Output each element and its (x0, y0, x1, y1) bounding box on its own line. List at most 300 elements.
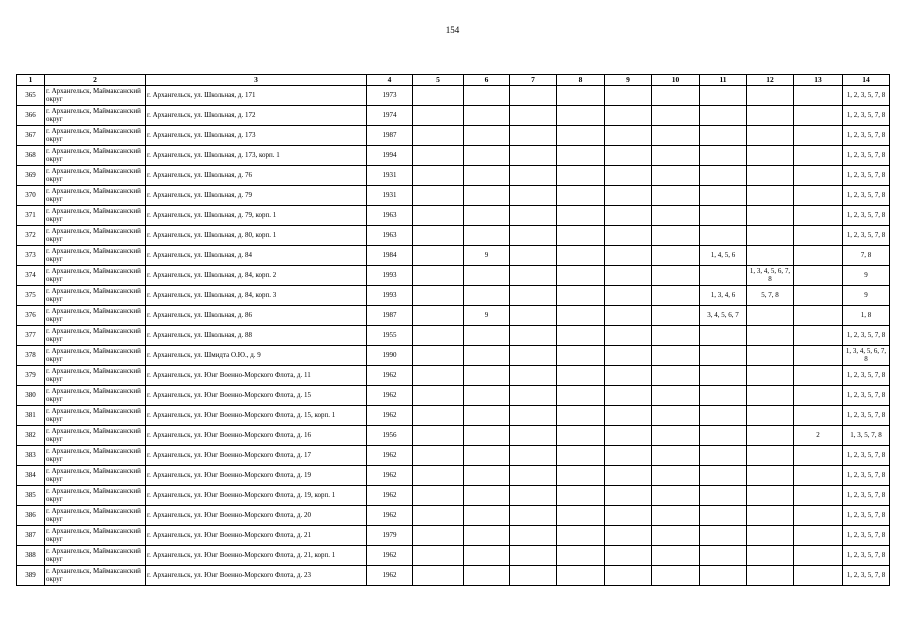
table-cell-col-5 (413, 466, 464, 486)
table-cell-col-9 (605, 386, 652, 406)
table-cell-col-11: 3, 4, 5, 6, 7 (700, 306, 747, 326)
table-cell-col-9 (605, 246, 652, 266)
table-cell-col-4: 1962 (367, 386, 413, 406)
table-cell-col-11 (700, 186, 747, 206)
table-cell-col-8 (557, 266, 605, 286)
table-cell-col-1: 372 (17, 226, 45, 246)
table-cell-col-8 (557, 426, 605, 446)
table-cell-col-7 (510, 386, 557, 406)
table-cell-col-5 (413, 86, 464, 106)
table-cell-col-6: 9 (464, 246, 510, 266)
table-cell-col-14: 1, 2, 3, 5, 7, 8 (843, 486, 890, 506)
table-cell-col-1: 365 (17, 86, 45, 106)
table-cell-col-9 (605, 306, 652, 326)
table-cell-col-13 (794, 266, 843, 286)
table-row (17, 186, 890, 206)
table-cell-col-14: 1, 2, 3, 5, 7, 8 (843, 86, 890, 106)
table-cell-col-2: г. Архангельск, Маймаксанский округ (45, 206, 146, 226)
table-cell-col-2: г. Архангельск, Маймаксанский округ (45, 366, 146, 386)
table-cell-col-7 (510, 286, 557, 306)
column-header-7: 7 (510, 75, 557, 86)
table-cell-col-6 (464, 146, 510, 166)
table-cell-col-1: 371 (17, 206, 45, 226)
table-cell-col-13 (794, 466, 843, 486)
table-cell-col-7 (510, 146, 557, 166)
table-cell-col-13 (794, 306, 843, 326)
table-cell-col-4: 1962 (367, 446, 413, 466)
table-cell-col-6 (464, 566, 510, 586)
table-cell-col-1: 368 (17, 146, 45, 166)
table-cell-col-10 (652, 546, 700, 566)
table-cell-col-10 (652, 506, 700, 526)
table-cell-col-3: г. Архангельск, ул. Школьная, д. 79 (146, 186, 367, 206)
table-cell-col-6 (464, 126, 510, 146)
table-cell-col-11 (700, 466, 747, 486)
table-cell-col-9 (605, 86, 652, 106)
table-cell-col-1: 388 (17, 546, 45, 566)
table-cell-col-14: 1, 3, 4, 5, 6, 7, 8 (843, 346, 890, 366)
table-cell-col-14: 1, 2, 3, 5, 7, 8 (843, 526, 890, 546)
table-cell-col-5 (413, 286, 464, 306)
table-cell-col-2: г. Архангельск, Маймаксанский округ (45, 406, 146, 426)
table-cell-col-3: г. Архангельск, ул. Юнг Военно-Морского Флота, д. 21, корп. 1 (146, 546, 367, 566)
table-cell-col-2: г. Архангельск, Маймаксанский округ (45, 426, 146, 446)
table-cell-col-2: г. Архангельск, Маймаксанский округ (45, 506, 146, 526)
table-cell-col-6 (464, 546, 510, 566)
table-cell-col-9 (605, 146, 652, 166)
table-cell-col-11 (700, 166, 747, 186)
table-cell-col-14: 1, 2, 3, 5, 7, 8 (843, 146, 890, 166)
table-cell-col-1: 385 (17, 486, 45, 506)
table-cell-col-2: г. Архангельск, Маймаксанский округ (45, 266, 146, 286)
table-cell-col-12 (747, 346, 794, 366)
table-body (17, 86, 890, 586)
table-cell-col-13 (794, 366, 843, 386)
table-cell-col-7 (510, 226, 557, 246)
column-header-2: 2 (45, 75, 146, 86)
table-cell-col-7 (510, 246, 557, 266)
table-cell-col-5 (413, 106, 464, 126)
table-row (17, 486, 890, 506)
table-cell-col-10 (652, 566, 700, 586)
table-cell-col-13 (794, 406, 843, 426)
table-cell-col-11 (700, 226, 747, 246)
table-cell-col-12 (747, 306, 794, 326)
table-cell-col-7 (510, 266, 557, 286)
table-cell-col-4: 1962 (367, 406, 413, 426)
column-header-3: 3 (146, 75, 367, 86)
table-cell-col-9 (605, 486, 652, 506)
table-cell-col-5 (413, 566, 464, 586)
table-cell-col-12 (747, 546, 794, 566)
table-cell-col-7 (510, 406, 557, 426)
table-cell-col-5 (413, 346, 464, 366)
table-cell-col-10 (652, 326, 700, 346)
table-cell-col-14: 1, 8 (843, 306, 890, 326)
table-cell-col-2: г. Архангельск, Маймаксанский округ (45, 386, 146, 406)
table-cell-col-12 (747, 326, 794, 346)
table-row (17, 106, 890, 126)
table-cell-col-1: 387 (17, 526, 45, 546)
table-cell-col-5 (413, 206, 464, 226)
table-cell-col-5 (413, 406, 464, 426)
table-cell-col-7 (510, 426, 557, 446)
table-cell-col-12 (747, 406, 794, 426)
table-cell-col-11 (700, 86, 747, 106)
table-cell-col-14: 1, 3, 5, 7, 8 (843, 426, 890, 446)
table-cell-col-5 (413, 306, 464, 326)
table-cell-col-3: г. Архангельск, ул. Юнг Военно-Морского Флота, д. 19, корп. 1 (146, 486, 367, 506)
table-cell-col-8 (557, 286, 605, 306)
table-row (17, 286, 890, 306)
table-cell-col-13 (794, 386, 843, 406)
table-cell-col-10 (652, 246, 700, 266)
table-cell-col-8 (557, 106, 605, 126)
table-row (17, 86, 890, 106)
table-cell-col-13: 2 (794, 426, 843, 446)
table-cell-col-4: 1956 (367, 426, 413, 446)
table-row (17, 306, 890, 326)
table-row (17, 326, 890, 346)
table-cell-col-4: 1979 (367, 526, 413, 546)
table-cell-col-9 (605, 526, 652, 546)
table-row (17, 386, 890, 406)
table-cell-col-11 (700, 346, 747, 366)
table-cell-col-14: 9 (843, 286, 890, 306)
table-cell-col-14: 7, 8 (843, 246, 890, 266)
table-cell-col-9 (605, 446, 652, 466)
table-cell-col-2: г. Архангельск, Маймаксанский округ (45, 526, 146, 546)
column-header-13: 13 (794, 75, 843, 86)
table-cell-col-13 (794, 126, 843, 146)
table-cell-col-8 (557, 546, 605, 566)
table-cell-col-2: г. Архангельск, Маймаксанский округ (45, 226, 146, 246)
table-cell-col-10 (652, 526, 700, 546)
table-cell-col-11 (700, 206, 747, 226)
column-header-6: 6 (464, 75, 510, 86)
table-cell-col-13 (794, 186, 843, 206)
table-cell-col-4: 1987 (367, 306, 413, 326)
table-cell-col-4: 1994 (367, 146, 413, 166)
table-cell-col-3: г. Архангельск, ул. Юнг Военно-Морского Флота, д. 21 (146, 526, 367, 546)
table-cell-col-9 (605, 566, 652, 586)
table-cell-col-6 (464, 506, 510, 526)
table-row (17, 226, 890, 246)
table-cell-col-11 (700, 426, 747, 446)
table-cell-col-1: 384 (17, 466, 45, 486)
table-cell-col-12 (747, 226, 794, 246)
table-cell-col-4: 1962 (367, 486, 413, 506)
table-cell-col-13 (794, 246, 843, 266)
table-cell-col-10 (652, 306, 700, 326)
table-cell-col-3: г. Архангельск, ул. Юнг Военно-Морского Флота, д. 20 (146, 506, 367, 526)
table-row (17, 266, 890, 286)
table-row (17, 566, 890, 586)
table-cell-col-14: 1, 2, 3, 5, 7, 8 (843, 126, 890, 146)
table-cell-col-9 (605, 186, 652, 206)
table-cell-col-14: 1, 2, 3, 5, 7, 8 (843, 546, 890, 566)
column-header-10: 10 (652, 75, 700, 86)
table-row (17, 206, 890, 226)
table-cell-col-10 (652, 426, 700, 446)
table-cell-col-4: 1973 (367, 86, 413, 106)
table-row (17, 426, 890, 446)
table-cell-col-12 (747, 366, 794, 386)
table-cell-col-2: г. Архангельск, Маймаксанский округ (45, 546, 146, 566)
table-cell-col-4: 1974 (367, 106, 413, 126)
table-cell-col-4: 1931 (367, 186, 413, 206)
table-cell-col-13 (794, 446, 843, 466)
table-cell-col-6 (464, 86, 510, 106)
table-cell-col-1: 382 (17, 426, 45, 446)
table-cell-col-14: 1, 2, 3, 5, 7, 8 (843, 446, 890, 466)
table-cell-col-8 (557, 526, 605, 546)
table-cell-col-14: 1, 2, 3, 5, 7, 8 (843, 106, 890, 126)
table-cell-col-3: г. Архангельск, ул. Юнг Военно-Морского Флота, д. 11 (146, 366, 367, 386)
table-cell-col-2: г. Архангельск, Маймаксанский округ (45, 146, 146, 166)
table-cell-col-7 (510, 446, 557, 466)
table-cell-col-8 (557, 186, 605, 206)
table-cell-col-8 (557, 86, 605, 106)
table-row (17, 126, 890, 146)
table-cell-col-13 (794, 346, 843, 366)
table-cell-col-3: г. Архангельск, ул. Юнг Военно-Морского Флота, д. 15, корп. 1 (146, 406, 367, 426)
table-cell-col-4: 1993 (367, 286, 413, 306)
table-cell-col-7 (510, 186, 557, 206)
table-cell-col-12 (747, 166, 794, 186)
table-cell-col-11 (700, 126, 747, 146)
table-cell-col-6: 9 (464, 306, 510, 326)
table-cell-col-2: г. Архангельск, Маймаксанский округ (45, 246, 146, 266)
table-cell-col-10 (652, 226, 700, 246)
table-cell-col-1: 366 (17, 106, 45, 126)
table-cell-col-10 (652, 486, 700, 506)
table-cell-col-7 (510, 486, 557, 506)
table-cell-col-4: 1963 (367, 226, 413, 246)
table-cell-col-7 (510, 106, 557, 126)
table-cell-col-8 (557, 126, 605, 146)
table-cell-col-7 (510, 506, 557, 526)
table-cell-col-6 (464, 226, 510, 246)
table-cell-col-5 (413, 366, 464, 386)
table-cell-col-10 (652, 406, 700, 426)
table-cell-col-11 (700, 526, 747, 546)
table-cell-col-5 (413, 166, 464, 186)
table-cell-col-12 (747, 126, 794, 146)
column-header-11: 11 (700, 75, 747, 86)
table-cell-col-11 (700, 146, 747, 166)
table-cell-col-13 (794, 106, 843, 126)
table-cell-col-4: 1931 (367, 166, 413, 186)
table-cell-col-14: 1, 2, 3, 5, 7, 8 (843, 386, 890, 406)
table-cell-col-13 (794, 206, 843, 226)
table-cell-col-6 (464, 266, 510, 286)
table-cell-col-11 (700, 386, 747, 406)
table-cell-col-9 (605, 226, 652, 246)
table-cell-col-1: 377 (17, 326, 45, 346)
table-cell-col-3: г. Архангельск, ул. Школьная, д. 173, корп. 1 (146, 146, 367, 166)
table-cell-col-11 (700, 366, 747, 386)
table-cell-col-4: 1962 (367, 366, 413, 386)
table-cell-col-4: 1962 (367, 566, 413, 586)
table-cell-col-13 (794, 526, 843, 546)
table-cell-col-3: г. Архангельск, ул. Школьная, д. 76 (146, 166, 367, 186)
table-cell-col-10 (652, 206, 700, 226)
table-cell-col-10 (652, 146, 700, 166)
table-cell-col-9 (605, 506, 652, 526)
table-cell-col-13 (794, 566, 843, 586)
table-cell-col-14: 1, 2, 3, 5, 7, 8 (843, 366, 890, 386)
table-cell-col-2: г. Архангельск, Маймаксанский округ (45, 166, 146, 186)
table-cell-col-11 (700, 406, 747, 426)
table-cell-col-6 (464, 466, 510, 486)
table-cell-col-6 (464, 446, 510, 466)
table-cell-col-6 (464, 346, 510, 366)
table-cell-col-1: 378 (17, 346, 45, 366)
table-cell-col-9 (605, 346, 652, 366)
table-row (17, 246, 890, 266)
table-cell-col-2: г. Архангельск, Маймаксанский округ (45, 486, 146, 506)
table-cell-col-9 (605, 126, 652, 146)
table-cell-col-11 (700, 266, 747, 286)
table-cell-col-8 (557, 306, 605, 326)
table-cell-col-11 (700, 486, 747, 506)
table-cell-col-6 (464, 486, 510, 506)
table-cell-col-5 (413, 386, 464, 406)
table-cell-col-7 (510, 346, 557, 366)
table-cell-col-8 (557, 566, 605, 586)
table-cell-col-8 (557, 486, 605, 506)
table-cell-col-5 (413, 486, 464, 506)
table-cell-col-8 (557, 386, 605, 406)
table-cell-col-12 (747, 106, 794, 126)
table-cell-col-5 (413, 526, 464, 546)
table-cell-col-2: г. Архангельск, Маймаксанский округ (45, 446, 146, 466)
table-cell-col-1: 367 (17, 126, 45, 146)
table-cell-col-5 (413, 266, 464, 286)
table-cell-col-3: г. Архангельск, ул. Юнг Военно-Морского Флота, д. 19 (146, 466, 367, 486)
table-cell-col-13 (794, 146, 843, 166)
table-cell-col-11: 1, 4, 5, 6 (700, 246, 747, 266)
table-cell-col-7 (510, 566, 557, 586)
table-cell-col-3: г. Архангельск, ул. Школьная, д. 172 (146, 106, 367, 126)
table-cell-col-11 (700, 326, 747, 346)
table-cell-col-6 (464, 106, 510, 126)
table-cell-col-10 (652, 106, 700, 126)
table-cell-col-12: 1, 3, 4, 5, 6, 7, 8 (747, 266, 794, 286)
table-cell-col-12 (747, 146, 794, 166)
table-cell-col-3: г. Архангельск, ул. Школьная, д. 84, корп. 3 (146, 286, 367, 306)
table-cell-col-9 (605, 286, 652, 306)
table-cell-col-12 (747, 486, 794, 506)
table-cell-col-12 (747, 206, 794, 226)
table-cell-col-4: 1955 (367, 326, 413, 346)
table-cell-col-1: 370 (17, 186, 45, 206)
table-cell-col-14: 1, 2, 3, 5, 7, 8 (843, 186, 890, 206)
table-cell-col-1: 376 (17, 306, 45, 326)
table-cell-col-4: 1962 (367, 466, 413, 486)
table-cell-col-2: г. Архангельск, Маймаксанский округ (45, 566, 146, 586)
table-cell-col-1: 381 (17, 406, 45, 426)
table-cell-col-12 (747, 186, 794, 206)
table-cell-col-14: 1, 2, 3, 5, 7, 8 (843, 566, 890, 586)
table-cell-col-8 (557, 166, 605, 186)
table-cell-col-10 (652, 186, 700, 206)
table-cell-col-2: г. Архангельск, Маймаксанский округ (45, 326, 146, 346)
table-cell-col-5 (413, 326, 464, 346)
table-cell-col-5 (413, 506, 464, 526)
table-cell-col-1: 386 (17, 506, 45, 526)
table-cell-col-14: 1, 2, 3, 5, 7, 8 (843, 166, 890, 186)
table-cell-col-6 (464, 426, 510, 446)
table-cell-col-8 (557, 446, 605, 466)
table-cell-col-10 (652, 446, 700, 466)
table-cell-col-5 (413, 146, 464, 166)
table-cell-col-10 (652, 346, 700, 366)
table-cell-col-3: г. Архангельск, ул. Школьная, д. 86 (146, 306, 367, 326)
table-row (17, 346, 890, 366)
table-cell-col-2: г. Архангельск, Маймаксанский округ (45, 86, 146, 106)
table-cell-col-8 (557, 246, 605, 266)
table-cell-col-8 (557, 326, 605, 346)
table-cell-col-3: г. Архангельск, ул. Школьная, д. 79, корп. 1 (146, 206, 367, 226)
table-cell-col-14: 1, 2, 3, 5, 7, 8 (843, 206, 890, 226)
table-cell-col-8 (557, 506, 605, 526)
table-cell-col-3: г. Архангельск, ул. Школьная, д. 88 (146, 326, 367, 346)
table-cell-col-11: 1, 3, 4, 6 (700, 286, 747, 306)
table-cell-col-14: 9 (843, 266, 890, 286)
table-cell-col-4: 1984 (367, 246, 413, 266)
column-header-14: 14 (843, 75, 890, 86)
table-cell-col-12 (747, 466, 794, 486)
table-cell-col-4: 1993 (367, 266, 413, 286)
table-cell-col-6 (464, 166, 510, 186)
table-cell-col-7 (510, 306, 557, 326)
table-cell-col-3: г. Архангельск, ул. Школьная, д. 173 (146, 126, 367, 146)
table-cell-col-13 (794, 86, 843, 106)
table-cell-col-7 (510, 326, 557, 346)
table-cell-col-1: 379 (17, 366, 45, 386)
table-cell-col-5 (413, 426, 464, 446)
table-row (17, 546, 890, 566)
table-cell-col-2: г. Архангельск, Маймаксанский округ (45, 106, 146, 126)
table-cell-col-5 (413, 246, 464, 266)
table-cell-col-10 (652, 86, 700, 106)
table-row (17, 166, 890, 186)
table-cell-col-1: 369 (17, 166, 45, 186)
table-cell-col-9 (605, 546, 652, 566)
table-cell-col-13 (794, 166, 843, 186)
table-cell-col-7 (510, 166, 557, 186)
table-cell-col-8 (557, 226, 605, 246)
table-cell-col-8 (557, 206, 605, 226)
table-cell-col-7 (510, 366, 557, 386)
table-cell-col-1: 375 (17, 286, 45, 306)
table-cell-col-9 (605, 366, 652, 386)
table-cell-col-13 (794, 506, 843, 526)
table-cell-col-12 (747, 446, 794, 466)
table-cell-col-1: 380 (17, 386, 45, 406)
table-cell-col-6 (464, 326, 510, 346)
table-cell-col-3: г. Архангельск, ул. Шмидта О.Ю., д. 9 (146, 346, 367, 366)
table-cell-col-6 (464, 366, 510, 386)
table-row (17, 506, 890, 526)
table-cell-col-3: г. Архангельск, ул. Школьная, д. 80, корп. 1 (146, 226, 367, 246)
table-cell-col-6 (464, 286, 510, 306)
table-cell-col-9 (605, 426, 652, 446)
table-cell-col-1: 373 (17, 246, 45, 266)
table-cell-col-12 (747, 86, 794, 106)
